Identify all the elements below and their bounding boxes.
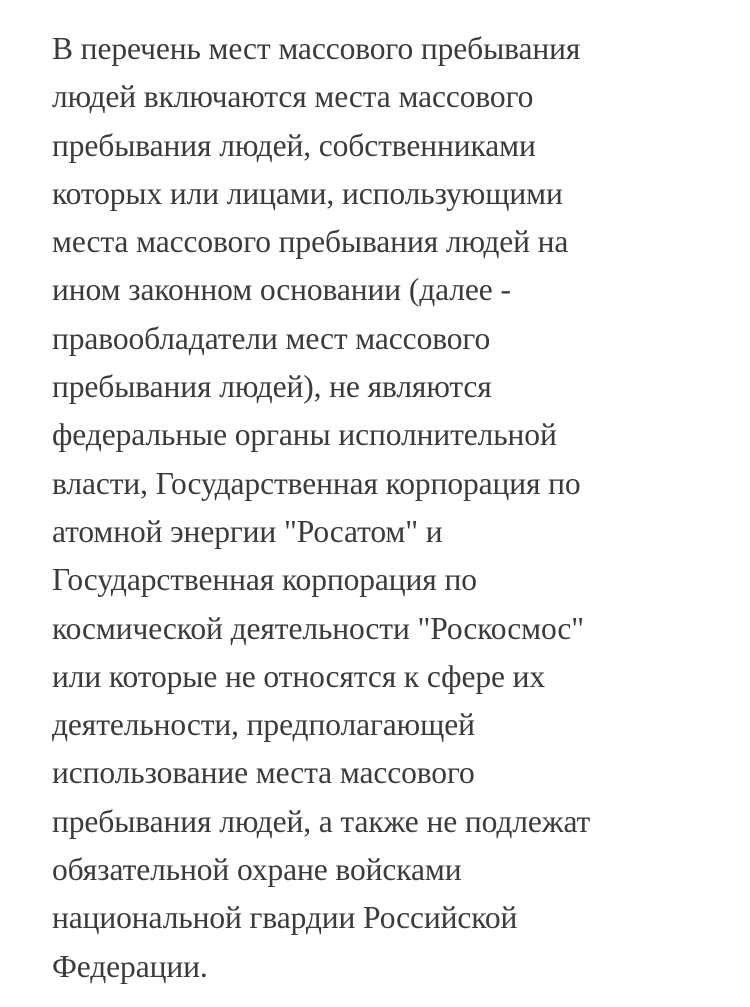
paragraph-line: людей включаются места массового (52, 79, 534, 115)
paragraph-line: Государственная корпорация по (52, 562, 477, 598)
paragraph-line: ином законном основании (далее - (52, 272, 511, 308)
paragraph-line: места массового пребывания людей на (52, 224, 569, 260)
paragraph-line: Федерации. (52, 948, 208, 984)
paragraph-line: атомной энергии "Росатом" и (52, 513, 443, 549)
document-paragraph (52, 25, 742, 991)
paragraph-line: или которые не относятся к сфере их (52, 658, 546, 694)
paragraph-line: обязательной охране войсками (52, 852, 462, 888)
paragraph-line: пребывания людей, а также не подлежат (52, 803, 591, 839)
paragraph-line: власти, Государственная корпорация по (52, 465, 581, 501)
paragraph-line: федеральные органы исполнительной (52, 417, 557, 453)
paragraph-line: деятельности, предполагающей (52, 707, 475, 743)
paragraph-line: национальной гвардии Российской (52, 900, 518, 936)
paragraph-line: космической деятельности "Роскосмос" (52, 610, 585, 646)
paragraph-line: использование места массового (52, 755, 475, 791)
paragraph-line: которых или лицами, использующими (52, 175, 563, 211)
paragraph-line: пребывания людей, собственниками (52, 127, 536, 163)
paragraph-line: пребывания людей), не являются (52, 369, 492, 405)
paragraph-line: В перечень мест массового пребывания (52, 31, 581, 66)
paragraph-line: правообладатели мест массового (52, 320, 491, 356)
